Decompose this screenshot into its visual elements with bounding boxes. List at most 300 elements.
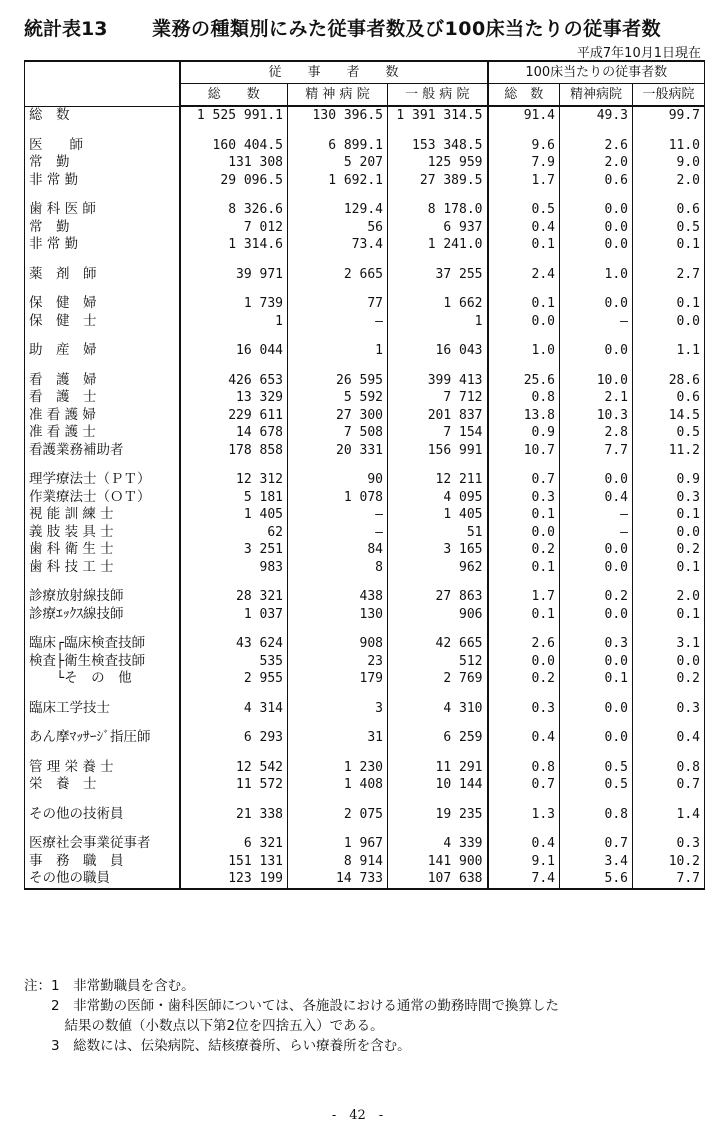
cell-per-bed-general: 0.4 xyxy=(633,729,705,747)
row-label xyxy=(25,688,180,700)
cell-per-bed-psych: 0.0 xyxy=(560,653,633,671)
cell-per-bed-total: 0.0 xyxy=(488,313,560,331)
cell-general: 27 863 xyxy=(388,588,488,606)
cell-per-bed-psych: 0.0 xyxy=(560,342,633,360)
cell-psych: 20 331 xyxy=(288,442,388,460)
spacer-row xyxy=(25,576,705,588)
cell-total: 8 326.6 xyxy=(180,201,288,219)
cell-per-bed-psych xyxy=(560,283,633,295)
cell-per-bed-total: 25.6 xyxy=(488,372,560,390)
cell-total: 7 012 xyxy=(180,219,288,237)
cell-per-bed-general: 0.8 xyxy=(633,759,705,777)
cell-per-bed-total: 0.1 xyxy=(488,295,560,313)
cell-general: 156 991 xyxy=(388,442,488,460)
row-label xyxy=(25,776,180,794)
cell-per-bed-psych: 0.6 xyxy=(560,172,633,190)
row-label-text: 非 常 勤 xyxy=(29,236,79,252)
cell-total: 6 321 xyxy=(180,835,288,853)
cell-per-bed-general xyxy=(633,576,705,588)
cell-total: 983 xyxy=(180,559,288,577)
row-label xyxy=(25,189,180,201)
cell-psych: 8 914 xyxy=(288,853,388,871)
cell-general: 6 259 xyxy=(388,729,488,747)
row-label xyxy=(25,201,180,219)
row-label-text: 助 産 婦 xyxy=(29,342,97,358)
col-per-bed-psych: 精神病院 xyxy=(560,84,633,107)
row-label xyxy=(25,653,180,671)
cell-general: 51 xyxy=(388,524,488,542)
cell-per-bed-total: 7.4 xyxy=(488,870,560,889)
cell-total: 4 314 xyxy=(180,700,288,718)
row-label-text: 作業療法士（ＯＴ） xyxy=(29,488,151,505)
cell-general: 8 178.0 xyxy=(388,201,488,219)
cell-general xyxy=(388,794,488,806)
cell-general: 1 xyxy=(388,313,488,331)
row-label xyxy=(25,588,180,606)
cell-per-bed-psych: 0.1 xyxy=(560,670,633,688)
row-label xyxy=(25,759,180,777)
cell-per-bed-psych: 0.8 xyxy=(560,806,633,824)
row-label xyxy=(25,266,180,284)
row-label-text: 准 看 護 士 xyxy=(29,424,96,440)
row-label xyxy=(25,330,180,342)
cell-per-bed-total xyxy=(488,125,560,137)
cell-total xyxy=(180,189,288,201)
cell-total xyxy=(180,283,288,295)
row-label xyxy=(25,635,180,653)
cell-per-bed-general xyxy=(633,823,705,835)
spacer-row xyxy=(25,125,705,137)
cell-general: 141 900 xyxy=(388,853,488,871)
cell-psych: 179 xyxy=(288,670,388,688)
cell-per-bed-general xyxy=(633,360,705,372)
cell-total: 14 678 xyxy=(180,424,288,442)
cell-general: 7 154 xyxy=(388,424,488,442)
staff-table xyxy=(24,60,705,890)
row-label-text: あん摩ﾏｯｻｰｼﾞ指圧師 xyxy=(29,729,151,745)
table-row xyxy=(25,313,705,331)
cell-general: 1 241.0 xyxy=(388,236,488,254)
cell-total: 151 131 xyxy=(180,853,288,871)
cell-per-bed-total: 1.3 xyxy=(488,806,560,824)
table-row xyxy=(25,835,705,853)
cell-total: 178 858 xyxy=(180,442,288,460)
cell-general xyxy=(388,254,488,266)
table-row xyxy=(25,729,705,747)
row-label-text: 歯 科 衛 生 士 xyxy=(29,541,114,557)
cell-per-bed-general: 0.5 xyxy=(633,219,705,237)
cell-per-bed-general: 0.0 xyxy=(633,653,705,671)
cell-total: 12 542 xyxy=(180,759,288,777)
table-row xyxy=(25,870,705,889)
cell-per-bed-total: 0.2 xyxy=(488,541,560,559)
cell-per-bed-psych xyxy=(560,747,633,759)
spacer-row xyxy=(25,794,705,806)
cell-psych: 1 078 xyxy=(288,489,388,507)
cell-psych xyxy=(288,189,388,201)
table-row xyxy=(25,541,705,559)
table-row xyxy=(25,670,705,688)
row-label xyxy=(25,459,180,471)
table-body xyxy=(25,106,705,889)
cell-general xyxy=(388,125,488,137)
cell-total xyxy=(180,717,288,729)
cell-general: 16 043 xyxy=(388,342,488,360)
cell-psych xyxy=(288,747,388,759)
cell-total xyxy=(180,823,288,835)
cell-total xyxy=(180,360,288,372)
table-row xyxy=(25,806,705,824)
cell-general: 4 095 xyxy=(388,489,488,507)
table-row xyxy=(25,342,705,360)
note-1: 注：1 非常勤職員を含む。 xyxy=(24,978,195,994)
row-label-text: 常 勤 xyxy=(29,218,70,235)
cell-general: 27 389.5 xyxy=(388,172,488,190)
table-row xyxy=(25,407,705,425)
cell-per-bed-general: 10.2 xyxy=(633,853,705,871)
row-label xyxy=(25,729,180,747)
cell-psych xyxy=(288,576,388,588)
cell-general xyxy=(388,283,488,295)
row-label xyxy=(25,806,180,824)
row-label-text: 歯 科 医 師 xyxy=(29,201,96,217)
row-label-text: 診療ｴｯｸｽ線技師 xyxy=(29,605,124,622)
cell-per-bed-total: 1.7 xyxy=(488,588,560,606)
cell-per-bed-total xyxy=(488,189,560,201)
cell-general: 906 xyxy=(388,606,488,624)
cell-per-bed-psych: 2.0 xyxy=(560,154,633,172)
cell-per-bed-total: 1.7 xyxy=(488,172,560,190)
row-label-text: 栄 養 士 xyxy=(29,776,97,792)
cell-general: 12 211 xyxy=(388,471,488,489)
cell-general xyxy=(388,823,488,835)
cell-per-bed-total: 0.0 xyxy=(488,653,560,671)
cell-total: 1 037 xyxy=(180,606,288,624)
col-per-bed-general: 一般病院 xyxy=(633,84,705,107)
cell-per-bed-general xyxy=(633,459,705,471)
row-label-text: 視 能 訓 練 士 xyxy=(29,506,114,522)
cell-per-bed-psych xyxy=(560,459,633,471)
cell-psych: 73.4 xyxy=(288,236,388,254)
cell-psych: 27 300 xyxy=(288,407,388,425)
cell-per-bed-general: 0.3 xyxy=(633,700,705,718)
header-corner xyxy=(25,61,180,106)
cell-per-bed-total: 13.8 xyxy=(488,407,560,425)
table-row xyxy=(25,295,705,313)
row-label-text: 医療社会事業従事者 xyxy=(29,835,151,851)
table-row xyxy=(25,524,705,542)
row-label-text: 臨床┌臨床検査技師 xyxy=(29,635,146,651)
cell-psych xyxy=(288,459,388,471)
cell-general xyxy=(388,717,488,729)
cell-per-bed-total: 0.4 xyxy=(488,729,560,747)
row-label xyxy=(25,172,180,190)
cell-per-bed-general xyxy=(633,623,705,635)
row-label-text: 准 看 護 婦 xyxy=(29,406,96,423)
cell-general: 11 291 xyxy=(388,759,488,777)
header-group-per-bed: 100床当たりの従事者数 xyxy=(488,61,705,84)
page-number: - 42 - xyxy=(331,1108,384,1123)
cell-psych: 130 396.5 xyxy=(288,106,388,125)
cell-psych: 14 733 xyxy=(288,870,388,889)
row-label-text: 保 健 士 xyxy=(29,312,97,329)
cell-general xyxy=(388,688,488,700)
cell-total xyxy=(180,576,288,588)
cell-per-bed-total: 0.5 xyxy=(488,201,560,219)
cell-per-bed-psych xyxy=(560,623,633,635)
row-label xyxy=(25,541,180,559)
cell-per-bed-psych: 0.0 xyxy=(560,295,633,313)
cell-psych: 7 508 xyxy=(288,424,388,442)
cell-per-bed-psych: 0.5 xyxy=(560,759,633,777)
cell-per-bed-general xyxy=(633,794,705,806)
spacer-row xyxy=(25,459,705,471)
cell-per-bed-psych: 10.0 xyxy=(560,372,633,390)
cell-psych: 1 xyxy=(288,342,388,360)
cell-general xyxy=(388,459,488,471)
spacer-row xyxy=(25,717,705,729)
spacer-row xyxy=(25,254,705,266)
row-label-text: 看護業務補助者 xyxy=(29,441,124,458)
row-label-text: 検査├衛生検査技師 xyxy=(29,652,146,669)
cell-psych: 2 075 xyxy=(288,806,388,824)
cell-total xyxy=(180,623,288,635)
table-row xyxy=(25,759,705,777)
cell-per-bed-general xyxy=(633,688,705,700)
col-psych: 精 神 病 院 xyxy=(288,84,388,107)
row-label xyxy=(25,794,180,806)
cell-per-bed-general: 0.0 xyxy=(633,524,705,542)
table-row xyxy=(25,424,705,442)
cell-per-bed-general xyxy=(633,747,705,759)
col-total: 総 数 xyxy=(180,84,288,107)
table-row xyxy=(25,506,705,524)
col-general: 一 般 病 院 xyxy=(388,84,488,107)
row-label-text: その他の技術員 xyxy=(29,805,124,822)
cell-per-bed-psych xyxy=(560,125,633,137)
cell-total xyxy=(180,254,288,266)
cell-total: 11 572 xyxy=(180,776,288,794)
cell-total: 1 739 xyxy=(180,295,288,313)
cell-total xyxy=(180,459,288,471)
row-label xyxy=(25,489,180,507)
cell-per-bed-total: 0.7 xyxy=(488,776,560,794)
table-row xyxy=(25,471,705,489)
table-row xyxy=(25,372,705,390)
cell-per-bed-total: 9.1 xyxy=(488,853,560,871)
cell-psych: 56 xyxy=(288,219,388,237)
cell-psych: 129.4 xyxy=(288,201,388,219)
note-2: 2 非常勤の医師・歯科医師については、各施設における通常の勤務時間で換算した xyxy=(24,998,559,1014)
cell-psych xyxy=(288,283,388,295)
cell-psych: — xyxy=(288,313,388,331)
cell-per-bed-total: 10.7 xyxy=(488,442,560,460)
cell-psych: — xyxy=(288,506,388,524)
cell-per-bed-general: 0.9 xyxy=(633,471,705,489)
row-label xyxy=(25,154,180,172)
table-row xyxy=(25,700,705,718)
cell-per-bed-psych: 5.6 xyxy=(560,870,633,889)
cell-per-bed-psych xyxy=(560,330,633,342)
row-label xyxy=(25,389,180,407)
row-label xyxy=(25,823,180,835)
table-row xyxy=(25,853,705,871)
header-group-staff: 従 事 者 数 xyxy=(180,61,488,84)
cell-total xyxy=(180,330,288,342)
cell-per-bed-general: 11.2 xyxy=(633,442,705,460)
cell-per-bed-general xyxy=(633,330,705,342)
cell-total: 1 525 991.1 xyxy=(180,106,288,125)
cell-per-bed-general: 0.1 xyxy=(633,295,705,313)
cell-general xyxy=(388,330,488,342)
row-label-text: 医 師 xyxy=(29,136,83,153)
cell-general: 4 310 xyxy=(388,700,488,718)
row-label-text: 管 理 栄 養 士 xyxy=(29,758,114,775)
cell-per-bed-total: 0.3 xyxy=(488,700,560,718)
cell-per-bed-psych: 1.0 xyxy=(560,266,633,284)
cell-per-bed-general: 28.6 xyxy=(633,372,705,390)
cell-per-bed-total: 2.6 xyxy=(488,635,560,653)
spacer-row xyxy=(25,623,705,635)
cell-per-bed-total xyxy=(488,823,560,835)
cell-per-bed-general: 2.0 xyxy=(633,588,705,606)
table-row xyxy=(25,559,705,577)
cell-per-bed-general: 0.1 xyxy=(633,506,705,524)
cell-general: 1 391 314.5 xyxy=(388,106,488,125)
cell-per-bed-psych: 0.0 xyxy=(560,559,633,577)
cell-general xyxy=(388,747,488,759)
cell-per-bed-psych xyxy=(560,823,633,835)
row-label xyxy=(25,372,180,390)
cell-total xyxy=(180,125,288,137)
cell-per-bed-general xyxy=(633,125,705,137)
cell-general: 19 235 xyxy=(388,806,488,824)
cell-per-bed-general: 0.1 xyxy=(633,236,705,254)
cell-per-bed-psych: 0.3 xyxy=(560,635,633,653)
row-label xyxy=(25,219,180,237)
cell-psych: 1 230 xyxy=(288,759,388,777)
table-row xyxy=(25,154,705,172)
row-label xyxy=(25,606,180,624)
cell-per-bed-general: 2.0 xyxy=(633,172,705,190)
row-label-text: その他の職員 xyxy=(29,870,110,886)
cell-psych: 438 xyxy=(288,588,388,606)
cell-psych: 31 xyxy=(288,729,388,747)
cell-per-bed-total: 2.4 xyxy=(488,266,560,284)
cell-total: 39 971 xyxy=(180,266,288,284)
cell-per-bed-total xyxy=(488,747,560,759)
row-label-text: 総 数 xyxy=(29,106,70,123)
cell-per-bed-total xyxy=(488,794,560,806)
row-label-text: 臨床工学技士 xyxy=(29,699,110,716)
cell-per-bed-psych: 0.7 xyxy=(560,835,633,853)
cell-per-bed-total xyxy=(488,623,560,635)
cell-total: 2 955 xyxy=(180,670,288,688)
cell-general: 1 662 xyxy=(388,295,488,313)
cell-general: 1 405 xyxy=(388,506,488,524)
cell-per-bed-psych: 3.4 xyxy=(560,853,633,871)
row-label xyxy=(25,853,180,871)
cell-general: 512 xyxy=(388,653,488,671)
cell-general: 10 144 xyxy=(388,776,488,794)
table-row xyxy=(25,389,705,407)
cell-general xyxy=(388,360,488,372)
row-label xyxy=(25,137,180,155)
table-row xyxy=(25,172,705,190)
cell-psych: 1 967 xyxy=(288,835,388,853)
cell-per-bed-psych: 0.0 xyxy=(560,729,633,747)
cell-per-bed-psych xyxy=(560,717,633,729)
row-label xyxy=(25,506,180,524)
row-label xyxy=(25,295,180,313)
cell-per-bed-general: 3.1 xyxy=(633,635,705,653)
cell-psych: 2 665 xyxy=(288,266,388,284)
cell-per-bed-total xyxy=(488,283,560,295)
cell-psych xyxy=(288,717,388,729)
cell-psych: 130 xyxy=(288,606,388,624)
row-label-text: 保 健 婦 xyxy=(29,295,97,311)
cell-total: 28 321 xyxy=(180,588,288,606)
cell-per-bed-general: 1.1 xyxy=(633,342,705,360)
cell-per-bed-total: 0.9 xyxy=(488,424,560,442)
table-row xyxy=(25,236,705,254)
notes xyxy=(24,976,559,1056)
note-2-cont: 結果の数値（小数点以下第2位を四捨五入）である。 xyxy=(24,1018,384,1034)
cell-per-bed-general: 11.0 xyxy=(633,137,705,155)
cell-general: 2 769 xyxy=(388,670,488,688)
cell-per-bed-total: 0.8 xyxy=(488,759,560,777)
cell-per-bed-psych: 2.1 xyxy=(560,389,633,407)
cell-general: 107 638 xyxy=(388,870,488,889)
row-label xyxy=(25,524,180,542)
cell-psych: — xyxy=(288,524,388,542)
cell-per-bed-general: 0.1 xyxy=(633,606,705,624)
spacer-row xyxy=(25,283,705,295)
cell-per-bed-total xyxy=(488,576,560,588)
row-label-text: 薬 剤 師 xyxy=(29,265,97,282)
cell-per-bed-psych: 0.0 xyxy=(560,201,633,219)
cell-psych: 6 899.1 xyxy=(288,137,388,155)
cell-per-bed-general: 1.4 xyxy=(633,806,705,824)
cell-per-bed-total: 0.1 xyxy=(488,236,560,254)
cell-psych: 23 xyxy=(288,653,388,671)
cell-per-bed-psych xyxy=(560,794,633,806)
cell-per-bed-general: 0.2 xyxy=(633,541,705,559)
cell-per-bed-total: 0.7 xyxy=(488,471,560,489)
cell-per-bed-total xyxy=(488,330,560,342)
cell-per-bed-psych: 0.2 xyxy=(560,588,633,606)
row-label xyxy=(25,254,180,266)
row-label-text: 歯 科 技 工 士 xyxy=(29,558,114,575)
cell-per-bed-general: 0.2 xyxy=(633,670,705,688)
cell-psych: 3 xyxy=(288,700,388,718)
table-row xyxy=(25,266,705,284)
cell-per-bed-psych xyxy=(560,688,633,700)
cell-per-bed-general xyxy=(633,254,705,266)
table-row xyxy=(25,137,705,155)
cell-per-bed-total xyxy=(488,360,560,372)
cell-per-bed-general: 0.7 xyxy=(633,776,705,794)
row-label xyxy=(25,471,180,489)
cell-psych xyxy=(288,254,388,266)
row-label-text: └そ の 他 xyxy=(29,670,132,686)
cell-per-bed-total: 0.3 xyxy=(488,489,560,507)
cell-psych: 84 xyxy=(288,541,388,559)
cell-psych: 26 595 xyxy=(288,372,388,390)
cell-per-bed-total xyxy=(488,254,560,266)
cell-per-bed-general: 0.3 xyxy=(633,489,705,507)
cell-general: 201 837 xyxy=(388,407,488,425)
